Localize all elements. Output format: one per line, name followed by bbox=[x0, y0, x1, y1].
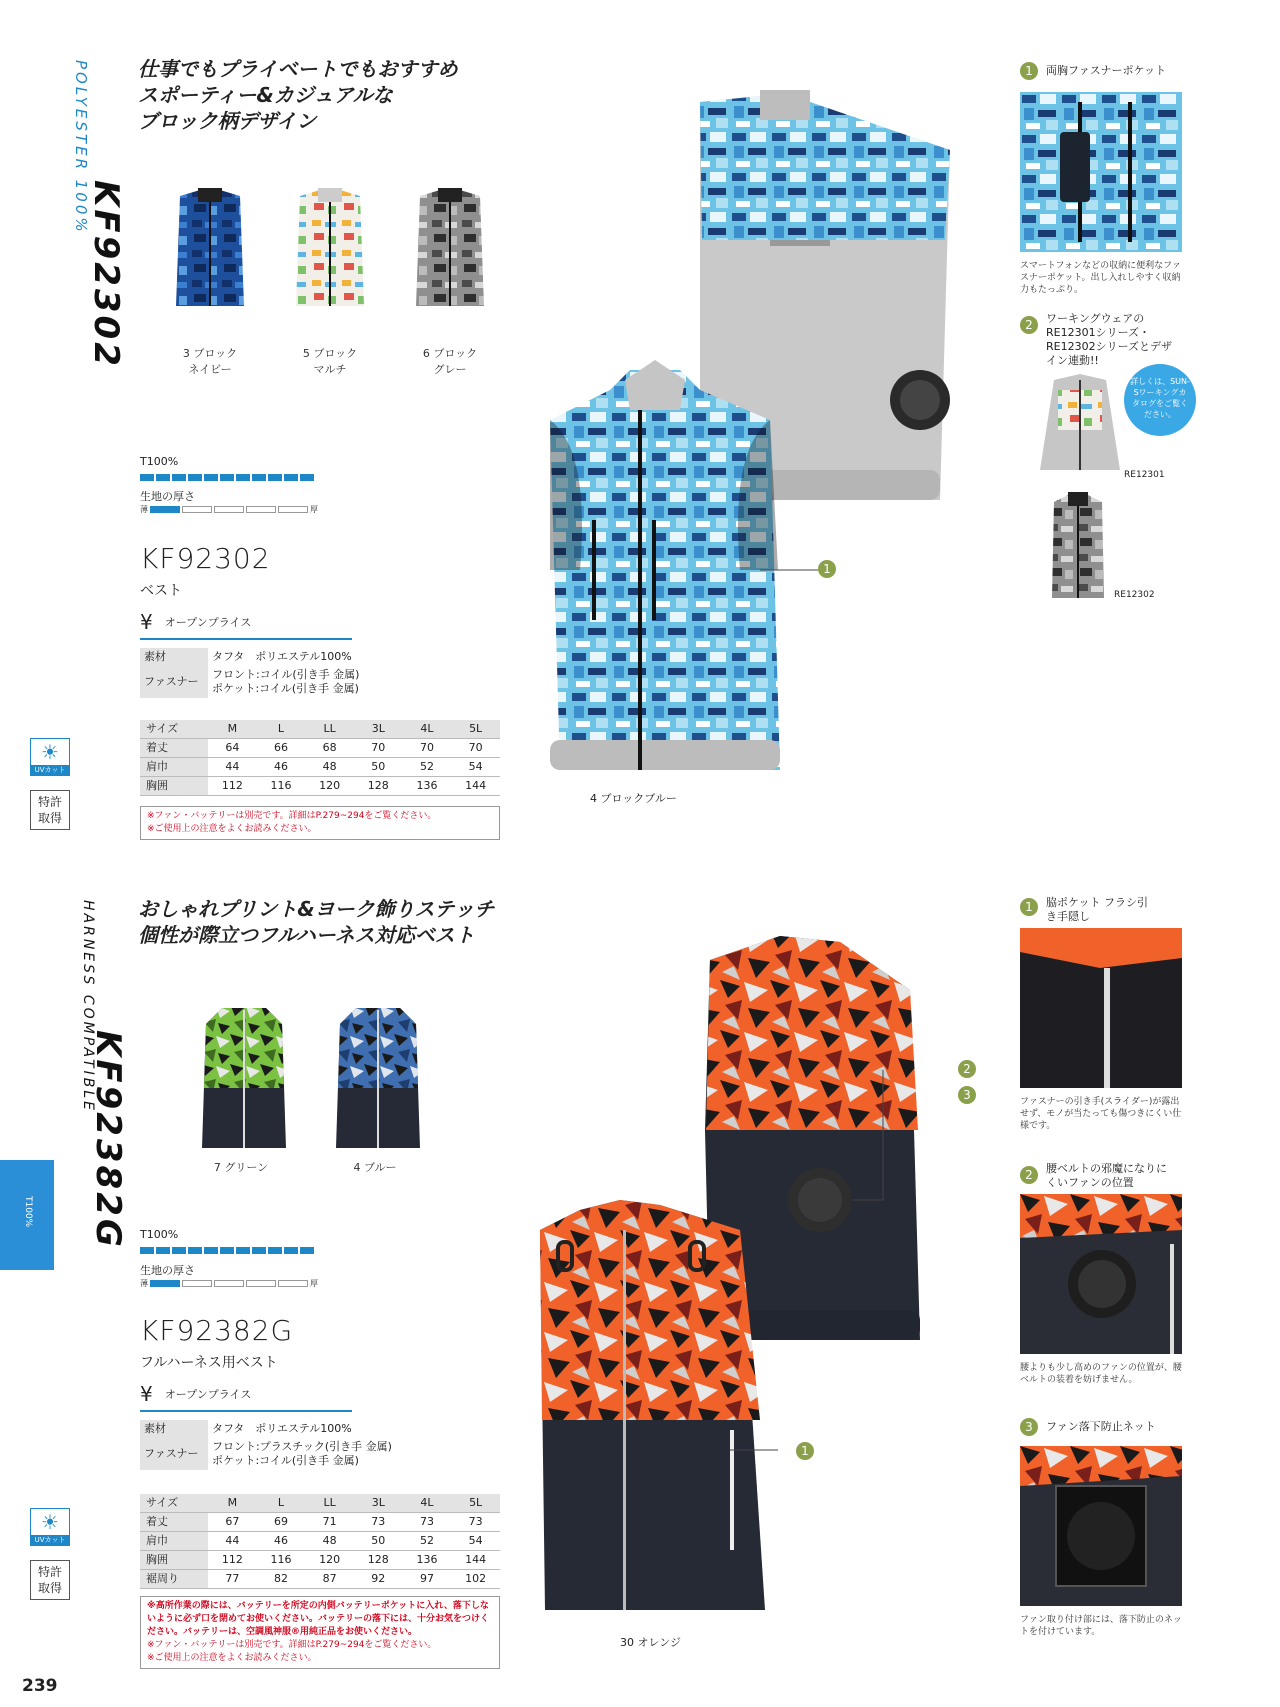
point-2-title: 腰ベルトの邪魔になりにくいファンの位置 bbox=[1046, 1162, 1167, 1189]
vest-front bbox=[540, 1200, 765, 1610]
color-label: 6 ブロック グレー bbox=[422, 347, 478, 376]
size-table: サイズ M L LL 3L 4L 5L 着丈 64 66 68 70 70 70 肩巾 44 46 48 50 52 54 胸囲 112 116 120 128 136 144 bbox=[140, 720, 500, 796]
point-1-number: 1 bbox=[1020, 898, 1038, 916]
point-1-title: 両胸ファスナーポケット bbox=[1046, 64, 1167, 77]
spec-table: 素材 タフタ ポリエステル100% ファスナー フロント:コイル(引き手 金属) ポケット:コイル(引き手 金属) bbox=[140, 648, 500, 698]
point-1-desc: スマートフォンなどの収納に便利なファスナーポケット。出し入れしやすく収納力もたっぷり。 bbox=[1020, 261, 1181, 295]
point-1-desc: ファスナーの引き手(スライダー)が露出せず、モノが当たっても傷つきにくい仕様です。 bbox=[1020, 1097, 1182, 1131]
color-label: 5 ブロック マルチ bbox=[302, 347, 358, 376]
info-bubble: 詳しくは、SUN-Sワーキングカタログをご覧ください。 bbox=[1124, 364, 1196, 436]
related-2: RE12302 bbox=[1114, 590, 1155, 600]
vest-navy-thumb bbox=[176, 188, 244, 306]
product-model: KF92382G bbox=[140, 1314, 294, 1347]
thickness-label: 生地の厚さ bbox=[140, 1264, 195, 1277]
point-3-number: 3 bbox=[1020, 1418, 1038, 1436]
point-3-desc: ファン取り付け部には、落下防止のネットを付けています。 bbox=[1020, 1615, 1182, 1637]
spec-table: 素材 タフタ ポリエステル100% ファスナー フロント:プラスチック(引き手 金属) ポケット:コイル(引き手 金属) bbox=[140, 1420, 500, 1470]
point-3-title: ファン落下防止ネット bbox=[1046, 1420, 1156, 1433]
thickness-label: 生地の厚さ bbox=[140, 490, 195, 503]
point-1-photo bbox=[1020, 92, 1182, 252]
uv-cut-badge: ☀ UVカット bbox=[30, 1508, 70, 1546]
re12302-thumb bbox=[1046, 492, 1110, 600]
vest-front bbox=[550, 360, 780, 770]
tagline-line: スポーティー&カジュアルな bbox=[138, 83, 393, 107]
re12301-thumb bbox=[1036, 370, 1124, 480]
material-bar bbox=[140, 1247, 314, 1254]
price: ¥ オープンプライス bbox=[140, 1382, 252, 1406]
tagline-line: 個性が際立つフルハーネス対応ベスト bbox=[138, 923, 475, 947]
section1-tagline bbox=[138, 56, 458, 134]
section2-vertical-model: KF92382G bbox=[88, 1030, 128, 1250]
vest-green-thumb bbox=[202, 1008, 286, 1148]
tagline-line: おしゃれプリント&ヨーク飾りステッチ bbox=[138, 897, 495, 921]
size-table: サイズ M L LL 3L 4L 5L 着丈 67 69 71 73 73 73 肩巾 44 46 48 50 52 54 胸囲 112 116 120 128 136 144 裾周り 77 82 87 92 97 102 bbox=[140, 1494, 500, 1589]
callout-2: 2 bbox=[958, 1060, 976, 1078]
thickness-gauge: 薄 厚 bbox=[140, 505, 318, 514]
callout-1: 1 bbox=[818, 560, 836, 578]
callout-3: 3 bbox=[958, 1086, 976, 1104]
material-bar bbox=[140, 474, 314, 481]
section2-vertical-sub: HARNESS COMPATIBLE bbox=[80, 900, 96, 1113]
tagline-line: 仕事でもプライベートでもおすすめ bbox=[138, 57, 458, 81]
section2-color-swatches bbox=[200, 1004, 440, 1154]
patent-badge: 特許 取得 bbox=[30, 790, 70, 830]
vest-multi-thumb bbox=[296, 188, 364, 306]
material-percent: T100% bbox=[140, 455, 179, 468]
point-2-number: 2 bbox=[1020, 1166, 1038, 1184]
page-number: 239 bbox=[22, 1676, 58, 1696]
point-1-title: 脇ポケット フラシ引き手隠し bbox=[1046, 896, 1148, 923]
warning-text: ※高所作業の際には、バッテリーを所定の内側バッテリーポケットに入れ、落下しないように必ず口を閉めてお使いください。バッテリーの落下には、十分お気をつけください。バッテリーは、空調風神服®用純正品をお使いください。 bbox=[147, 1601, 490, 1637]
side-tab: T100% bbox=[0, 1160, 54, 1270]
price-underline bbox=[140, 638, 352, 640]
callout-1: 1 bbox=[796, 1442, 814, 1460]
warning-box: ※高所作業の際には、バッテリーを所定の内側バッテリーポケットに入れ、落下しないように必ず口を閉めてお使いください。バッテリーの落下には、十分お気をつけください。バッテリーは、空調風神服®用純正品をお使いください。 ※ファン・バッテリーは別売です。詳細はP.279~294をご覧ください。 ※ご使用上の注意をよくお読みください。 bbox=[140, 1596, 500, 1669]
thickness-gauge: 薄 厚 bbox=[140, 1279, 318, 1288]
tagline-line: ブロック柄デザイン bbox=[138, 109, 317, 133]
point-2-photo bbox=[1020, 1194, 1182, 1354]
notes-box: ※ファン・バッテリーは別売です。詳細はP.279~294をご覧ください。 ※ご使用上の注意をよくお読みください。 bbox=[140, 806, 500, 840]
vest-blue-thumb bbox=[336, 1008, 420, 1148]
price: ¥ オープンプライス bbox=[140, 610, 252, 634]
color-label: 7 グリーン bbox=[213, 1161, 269, 1174]
point-1-photo bbox=[1020, 928, 1182, 1088]
point-2-title: ワーキングウェアのRE12301シリーズ・RE12302シリーズとデザイン連動!! bbox=[1046, 312, 1173, 367]
vest-gray-thumb bbox=[416, 188, 484, 306]
section1-main-image bbox=[530, 90, 960, 790]
related-1: RE12301 bbox=[1124, 470, 1165, 480]
price-underline bbox=[140, 1410, 352, 1412]
point-3-photo bbox=[1020, 1446, 1182, 1606]
patent-badge: 特許 取得 bbox=[30, 1560, 70, 1600]
uv-cut-badge: ☀ UVカット bbox=[30, 738, 70, 776]
color-label: 3 ブロック ネイビー bbox=[182, 347, 238, 376]
point-2-number: 2 bbox=[1020, 316, 1038, 334]
section1-color-swatches bbox=[160, 188, 490, 338]
section1-vertical-sub: POLYESTER 100% bbox=[72, 60, 90, 235]
main-caption: 4 ブロックブルー bbox=[590, 792, 677, 805]
section2-tagline bbox=[138, 896, 494, 948]
section2-main-image bbox=[520, 930, 960, 1630]
main-caption: 30 オレンジ bbox=[620, 1636, 681, 1649]
section1-vertical-model: KF92302 bbox=[86, 180, 126, 369]
color-label: 4 ブルー bbox=[353, 1161, 397, 1174]
product-kind: ベスト bbox=[140, 583, 182, 599]
product-kind: フルハーネス用ベスト bbox=[140, 1355, 278, 1371]
material-percent: T100% bbox=[140, 1228, 179, 1241]
product-model: KF92302 bbox=[140, 542, 271, 575]
point-2-desc: 腰よりも少し高めのファンの位置が、腰ベルトの装着を妨げません。 bbox=[1020, 1363, 1182, 1385]
point-1-number: 1 bbox=[1020, 62, 1038, 80]
